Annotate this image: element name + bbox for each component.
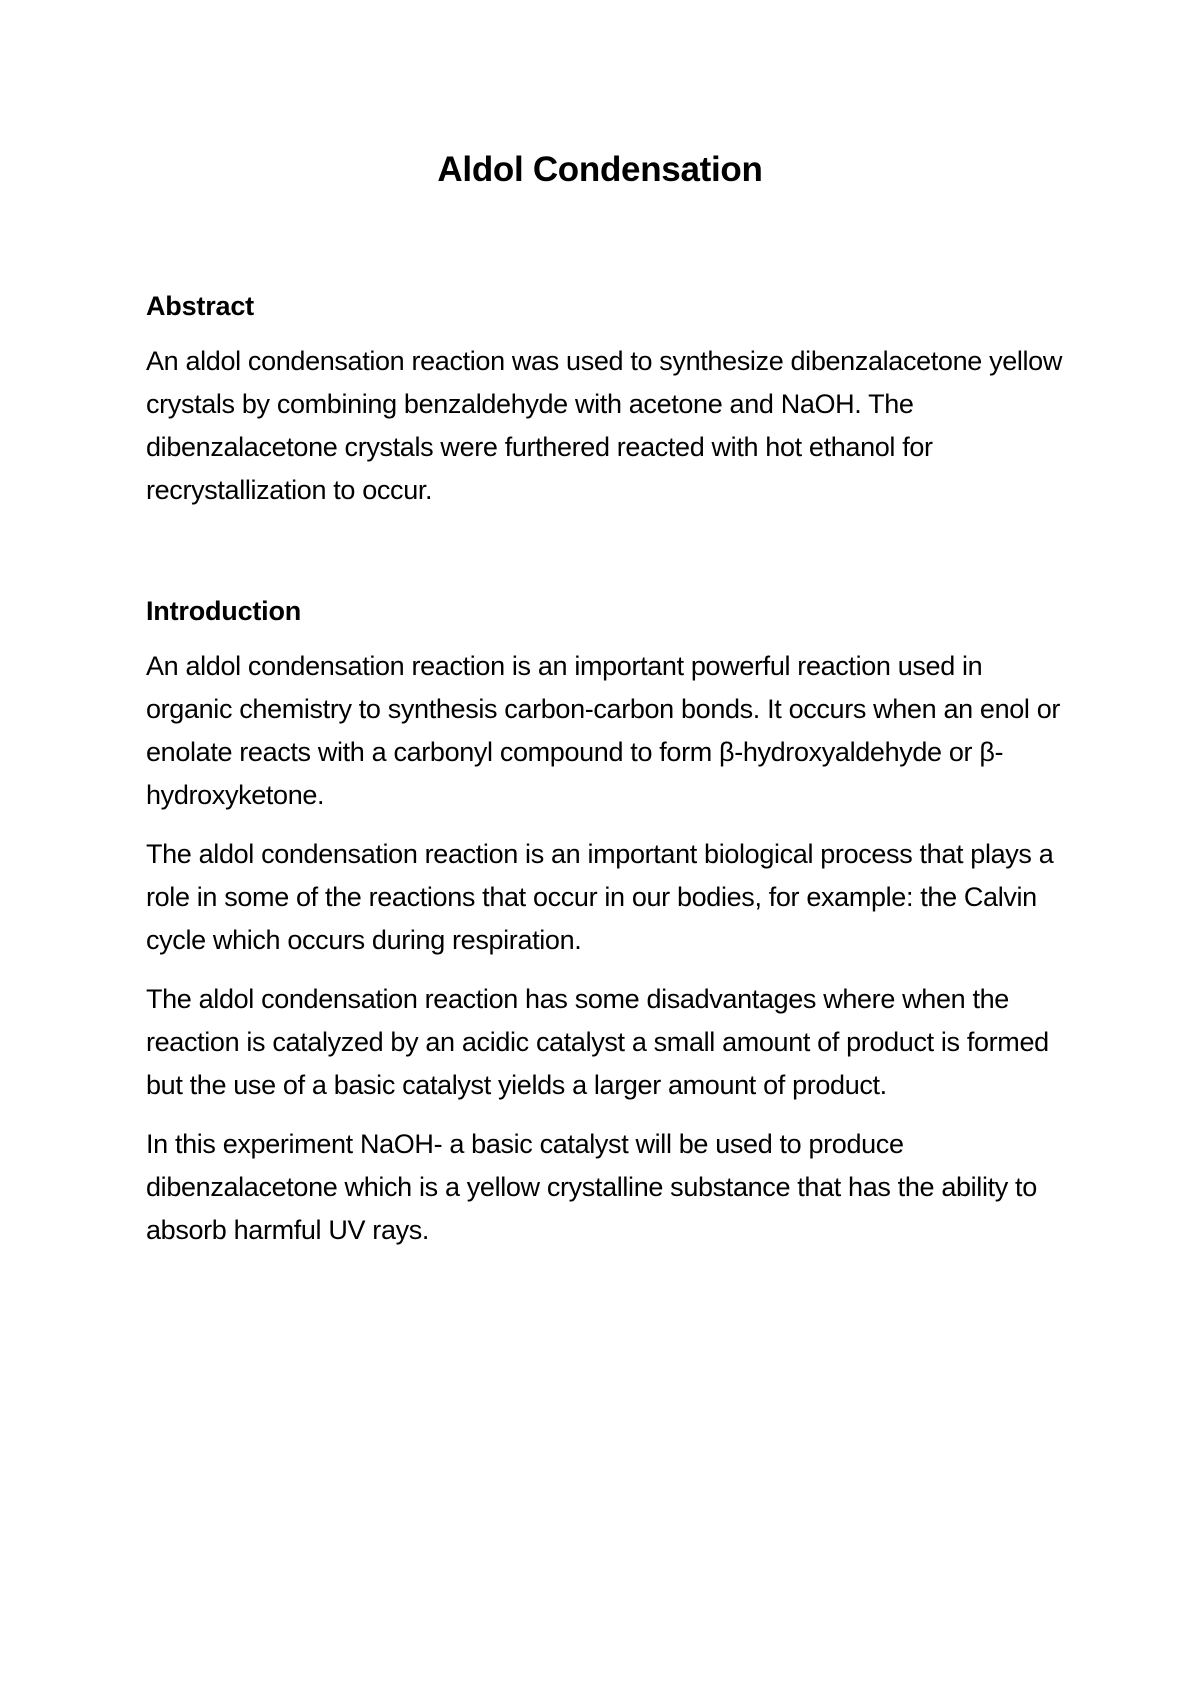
introduction-paragraph: In this experiment NaOH- a basic catalyst will be used to produce dibenzalacetone which is a yellow crystalline substance that has the ability to absorb harmful UV rays.: [146, 1129, 1037, 1245]
abstract-paragraph: An aldol condensation reaction was used to synthesize dibenzalacetone yellow crystals by combining benzaldehyde with acetone and NaOH. The dibenzalacetone crystals were furthered reacted with hot ethanol for recrystallization to occur.: [146, 346, 1063, 505]
abstract-section: [146, 286, 1066, 528]
introduction-heading: Introduction: [146, 596, 302, 626]
document-title: Aldol Condensation: [437, 150, 763, 189]
introduction-section: [146, 591, 1066, 1268]
introduction-paragraph: The aldol condensation reaction has some disadvantages where when the reaction is catalyzed by an acidic catalyst a small amount of product is formed but the use of a basic catalyst yields a larger amount of product.: [146, 984, 1049, 1100]
introduction-paragraph: The aldol condensation reaction is an important biological process that plays a role in some of the reactions that occur in our bodies, for example: the Calvin cycle which occurs during respiration.: [146, 839, 1054, 955]
abstract-heading: Abstract: [146, 291, 254, 321]
introduction-paragraph: An aldol condensation reaction is an important powerful reaction used in organic chemistry to synthesis carbon-carbon bonds. It occurs when an enol or enolate reacts with a carbonyl compound to form β-hydroxyaldehyde or β-hydroxyketone.: [146, 651, 1061, 810]
